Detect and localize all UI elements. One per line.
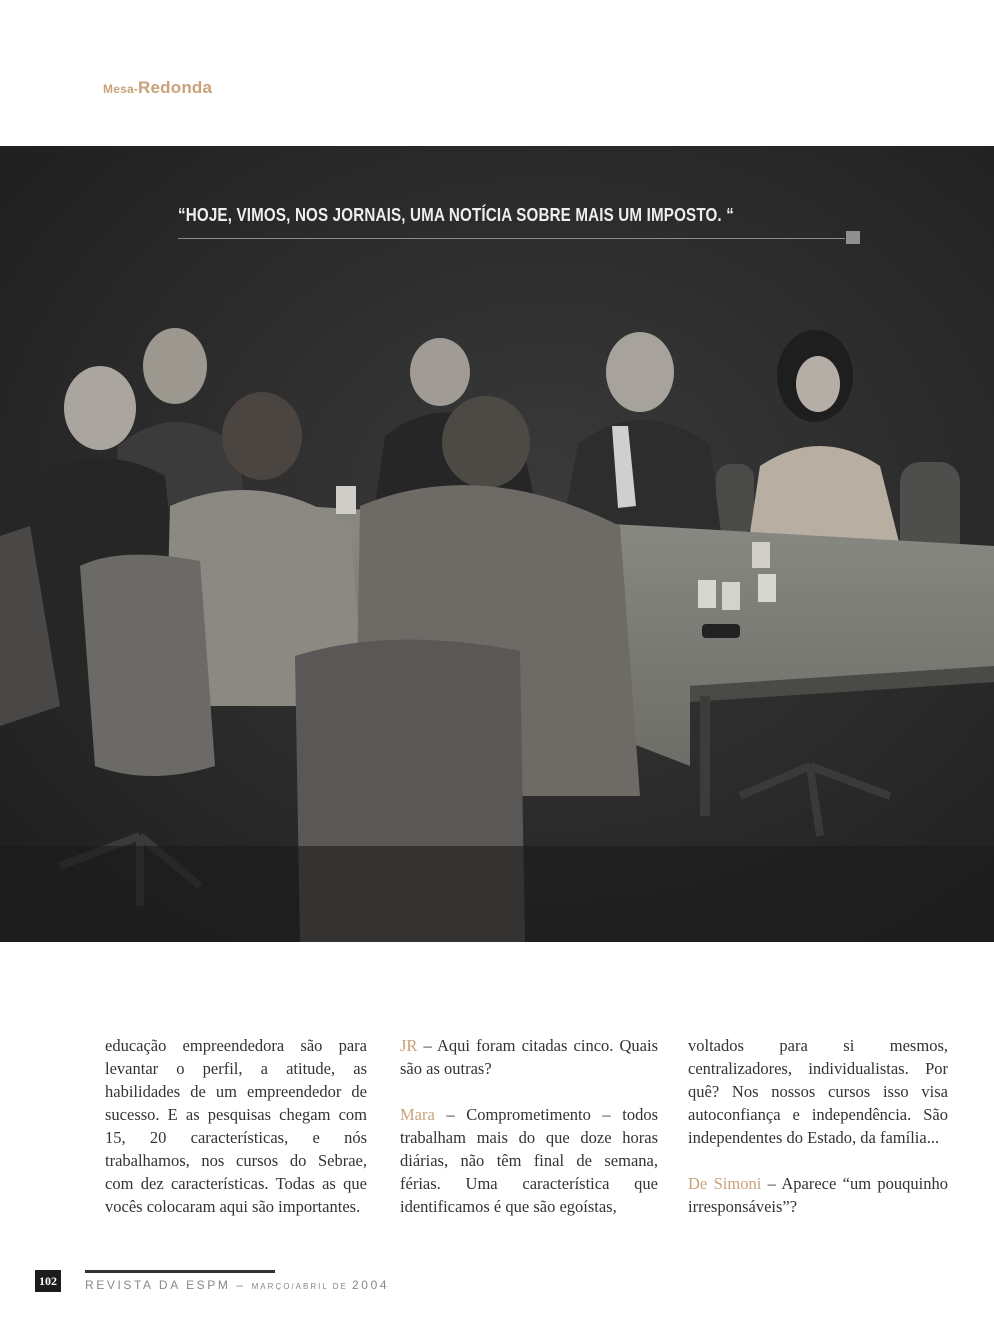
page-number: 102 (35, 1270, 61, 1292)
speaker-name: De Simoni (688, 1174, 762, 1193)
article-column-3 (688, 1034, 948, 1241)
publication-separator: – (230, 1278, 252, 1292)
paragraph (688, 1172, 948, 1218)
paragraph (400, 1034, 658, 1080)
article-column-2 (400, 1034, 658, 1241)
speaker-name: JR (400, 1036, 418, 1055)
section-label (103, 78, 212, 98)
paragraph-text: – Comprometimento – todos trabalham mais do que doze horas diárias, não têm final de semana, férias. Uma característica que identificamos é que são egoístas, (400, 1105, 658, 1216)
section-label-prefix: Mesa- (103, 82, 139, 96)
pull-quote-rule (178, 238, 845, 239)
paragraph: voltados para si mesmos, centralizadores, individualistas. Por quê? Nos nossos cursos isso visa autoconfiança e independência. São independentes do Estado, da família... (688, 1036, 948, 1147)
roundtable-photo (0, 146, 994, 942)
publication-line (85, 1278, 389, 1292)
pull-quote: “HOJE, VIMOS, NOS JORNAIS, UMA NOTÍCIA SOBRE MAIS UM IMPOSTO. “ (178, 204, 734, 225)
speaker-name: Mara (400, 1105, 435, 1124)
publication-date: MARÇO/ABRIL DE (251, 1282, 353, 1291)
paragraph: educação empreendedora são para levantar o perfil, a atitude, as habilidades de um empreendedor de sucesso. E as pesquisas chegam com 15, 20 características, e nós trabalhamos, nos cursos do Sebrae, com dez características. Todas as que vocês colocaram aqui são importantes. (105, 1036, 367, 1216)
footer-rule (85, 1270, 275, 1273)
section-label-name: Redonda (138, 78, 213, 97)
publication-name: REVISTA DA ESPM (85, 1278, 231, 1292)
pull-quote-square (846, 231, 860, 244)
paragraph-text: – Aparece “um pouquinho irresponsáveis”? (688, 1174, 948, 1216)
paragraph (400, 1103, 658, 1218)
paragraph-text: – Aqui foram citadas cinco. Quais são as outras? (400, 1036, 658, 1078)
publication-year: 2004 (352, 1278, 390, 1292)
photo-illustration (0, 146, 994, 942)
article-column-1 (105, 1034, 367, 1241)
